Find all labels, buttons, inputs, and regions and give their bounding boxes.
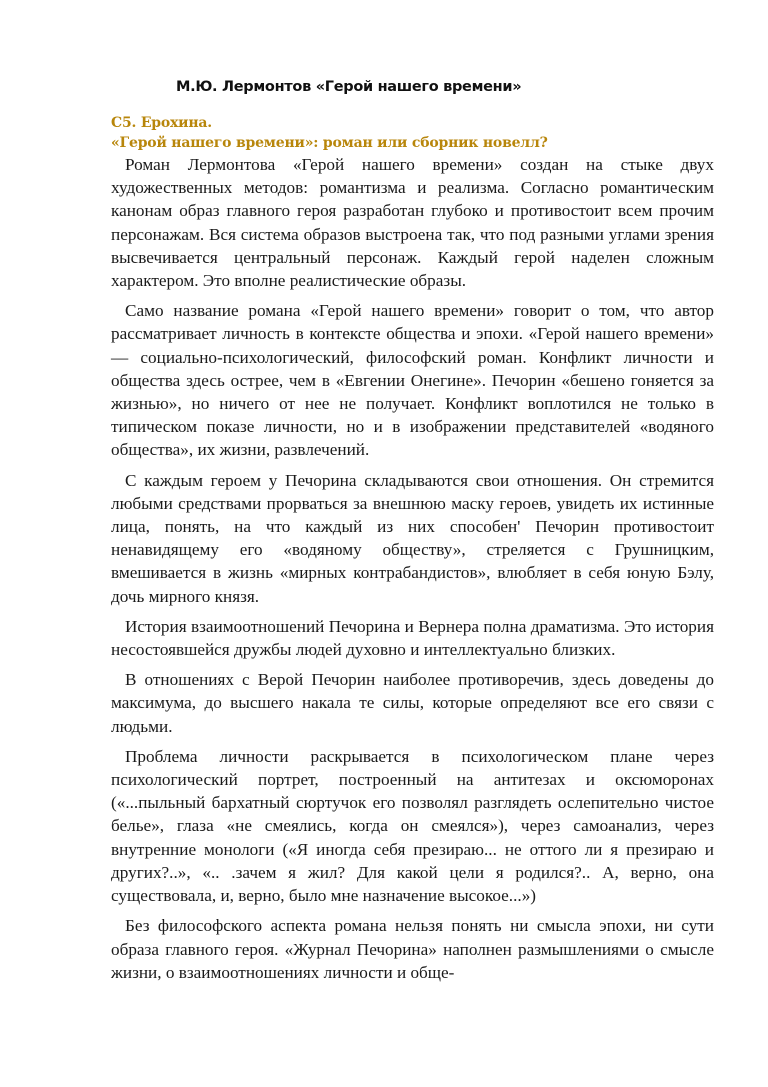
paragraph: С каждым героем у Печорина складываются свои отношения. Он стремится любыми средствами прорваться за внешнюю маску героев, увидеть их истинные лица, понять, на что каждый из них способен' Печорин противостоит ненавидящему его «водяному обществу», стреляется с Грушницким, вмешивается в жизнь «мирных контрабандистов», влюбляет в себя юную Бэлу, дочь мирного князя. (111, 470, 714, 606)
paragraph: Само название романа «Герой нашего времени» говорит о том, что автор рассматривает личность в контексте общества и эпохи. «Герой нашего времени» — социально-психологический, философский роман. Конфликт личности и общества здесь острее, чем в «Евгении Онегине». Печорин «бешено гоняется за жизнью», но ничего от нее не получает. Конфликт воплотился не только в типическом показе личности, но и в изображении представителей «водяного общества», их жизни, развлечений. (111, 301, 714, 460)
paragraph: Роман Лермонтова «Герой нашего времени» создан на стыке двух художественных методов: романтизма и реализма. Согласно романтическим канонам образ главного героя разработан глубоко и противостоит всем прочим персонажам. Вся система образов выстроена так, что под разными углами зрения высвечивается центральный персонаж. Каждый герой наделен сложным характером. Это вполне реалистические образы. (111, 155, 714, 291)
section-author: С5. Ерохина. (111, 115, 212, 131)
document-title: М.Ю. Лермонтов «Герой нашего времени» (176, 79, 522, 95)
paragraph: Проблема личности раскрывается в психологическом плане через психологический портрет, построенный на антитезах и оксюморонах («...пыльный бархатный сюртучок его позволял разглядеть ослепительно чистое белье», глаза «не смеялись, когда он смеялся»), через самоанализ, через внутренние монологи («Я иногда себя презираю... не оттого ли я презираю и других?..», «.. .зачем я жил? Для какой цели я родился?.. А, верно, она существовала, и, верно, было мне назначение высокое...») (111, 746, 714, 906)
section-header (111, 113, 731, 153)
document-body (111, 153, 714, 991)
paragraph: Без философского аспекта романа нельзя понять ни смысла эпохи, ни сути образа главного героя. «Журнал Печорина» наполнен размышлениями о смысле жизни, о взаимоотношениях личности и обще- (111, 916, 714, 982)
section-title: «Герой нашего времени»: роман или сборник новелл? (111, 135, 548, 151)
paragraph: В отношениях с Верой Печорин наиболее противоречив, здесь доведены до максимума, до высшего накала те силы, которые определяют все его связи с людьми. (111, 670, 714, 736)
paragraph: История взаимоотношений Печорина и Вернера полна драматизма. Это история несостоявшейся дружбы людей духовно и интеллектуально близких. (111, 616, 714, 660)
